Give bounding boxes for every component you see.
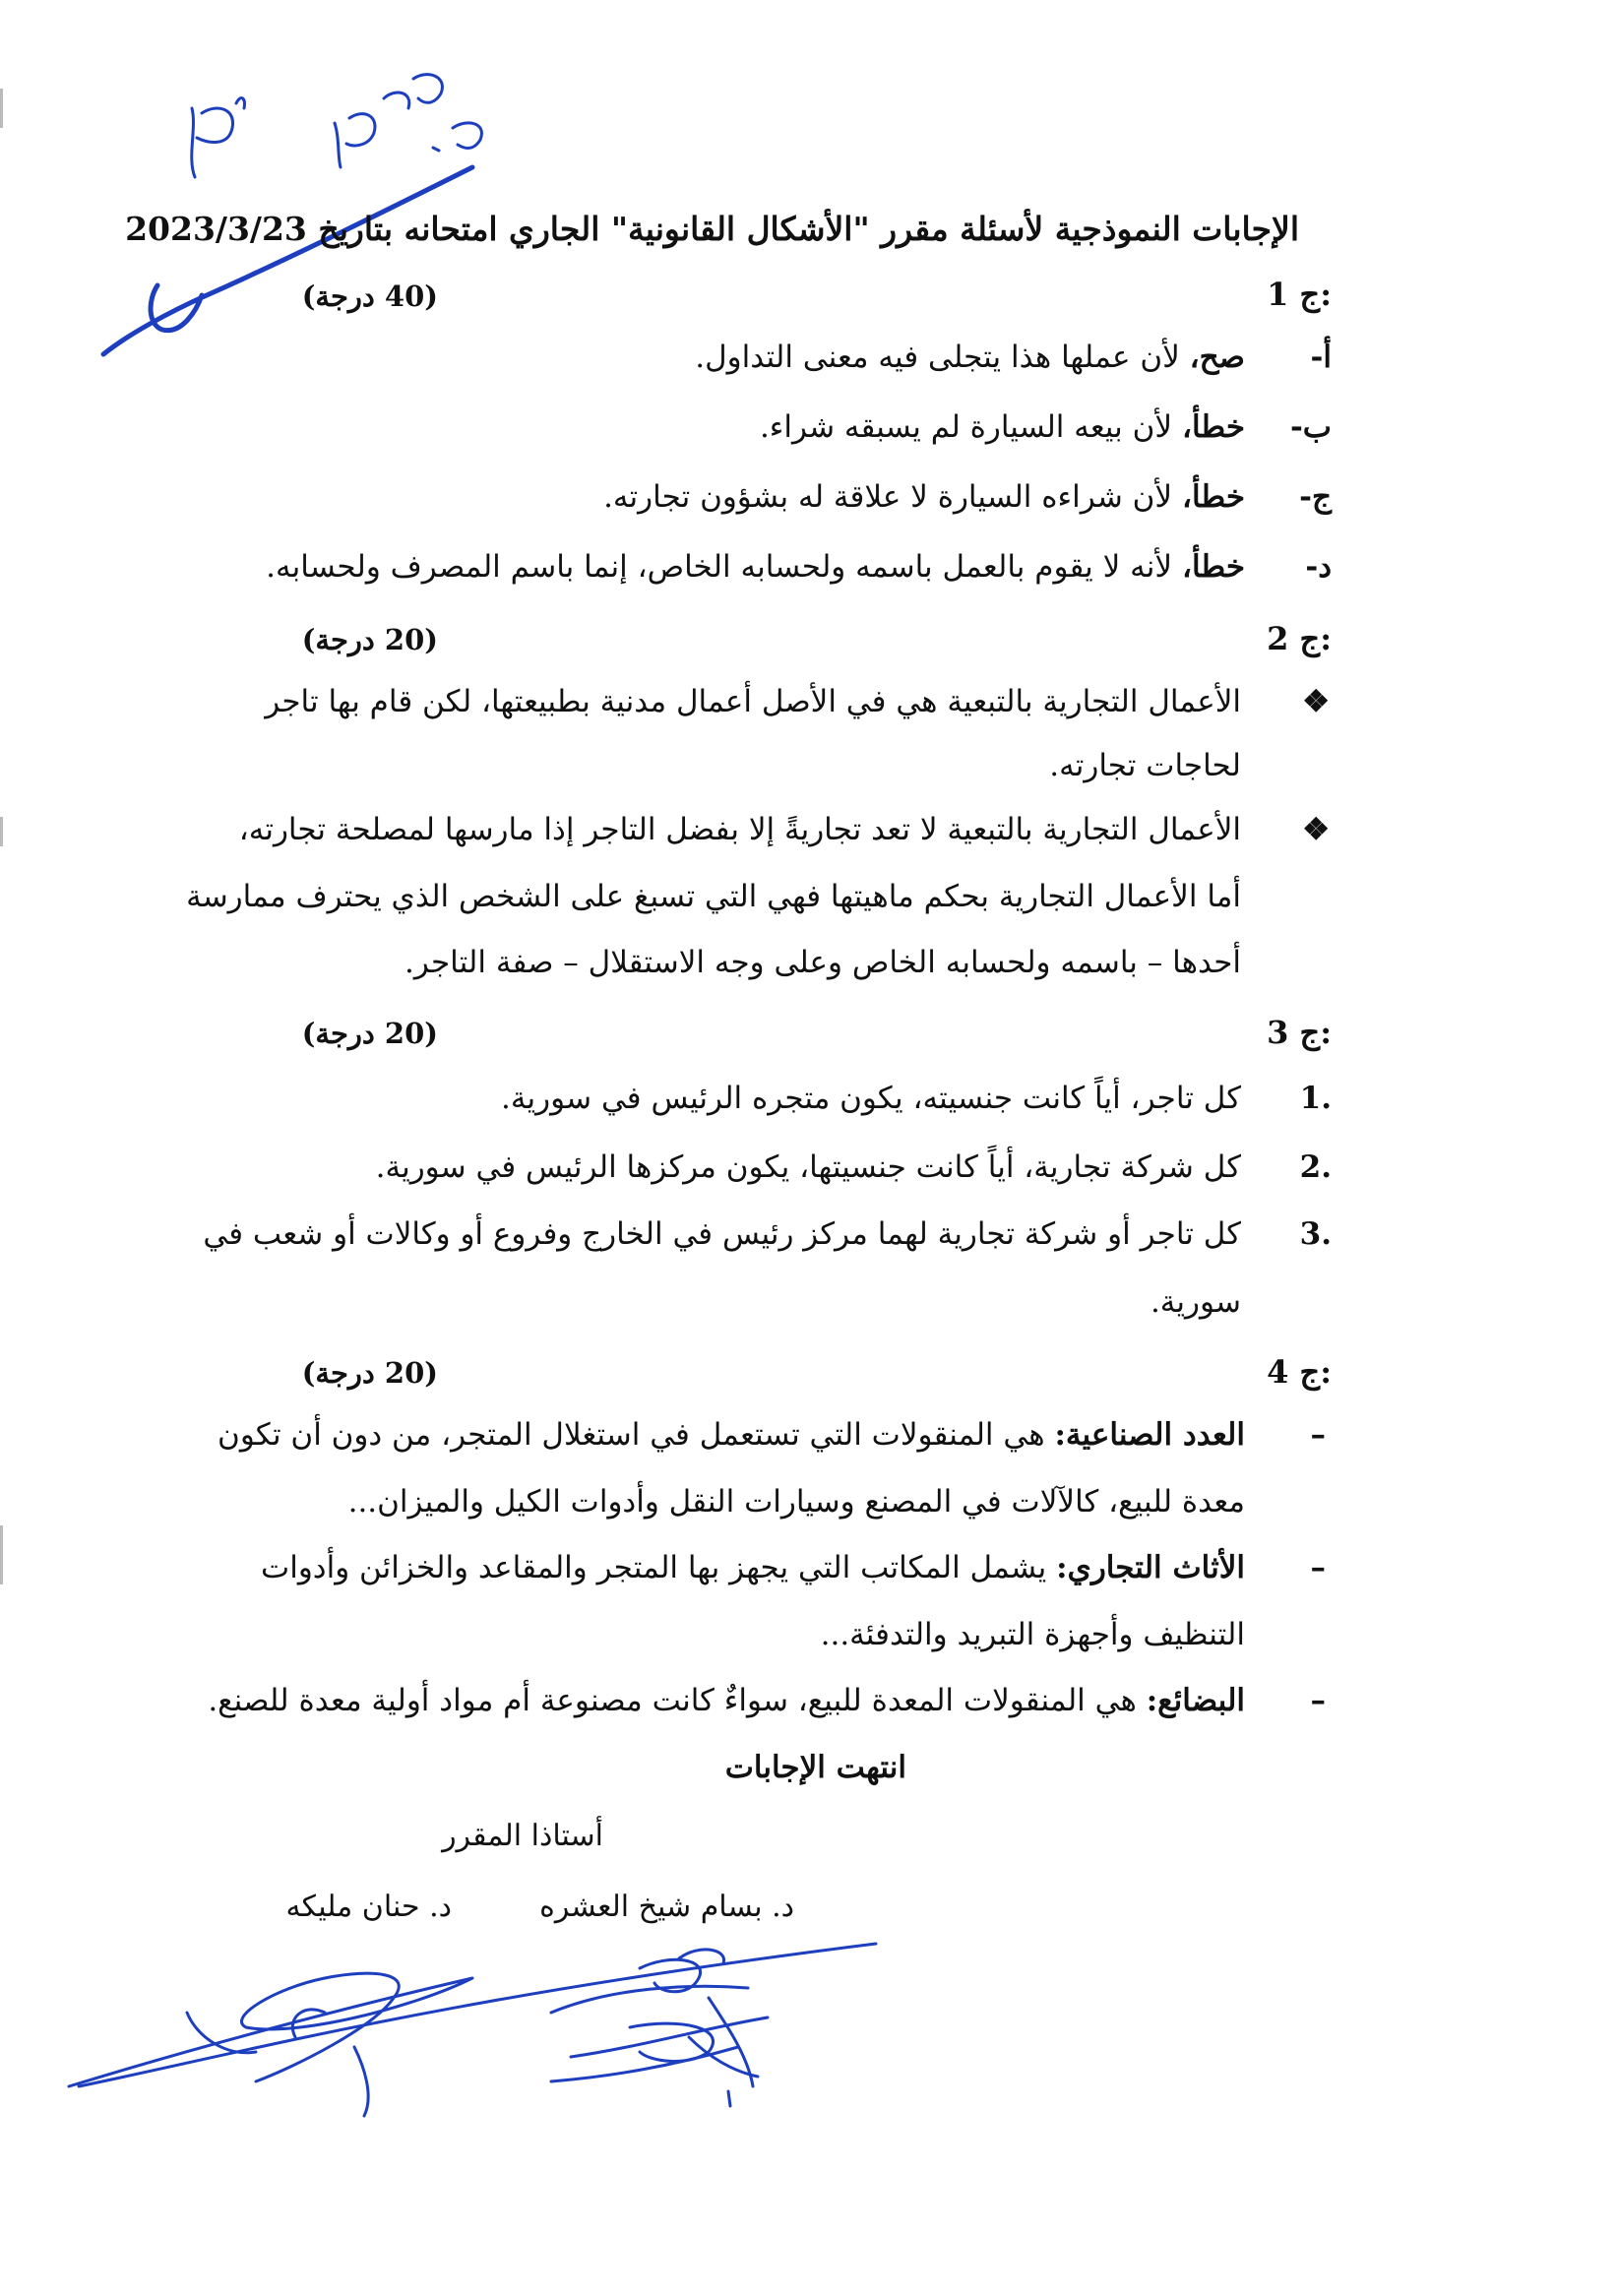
q2-paragraph-1-line-1: الأعمال التجارية بالتبعية هي في الأصل أعمال مدنية بطبيعتها، لكن قام بها تاجر bbox=[265, 684, 1241, 719]
q1-item-text: لأنه لا يقوم بالعمل باسمه ولحسابه الخاص، إنما باسم المصرف ولحسابه. bbox=[266, 549, 1173, 585]
handwritten-date-scribble bbox=[335, 75, 481, 167]
q4-item-1-continuation: معدة للبيع، كالآلات في المصنع وسيارات النقل وأدوات الكيل والميزان... bbox=[347, 1484, 1245, 1520]
q4-item-term: الأثاث التجاري: bbox=[1056, 1550, 1245, 1585]
instructor-2-name: د. حنان مليكه bbox=[285, 1890, 452, 1924]
q1-item-c bbox=[603, 479, 1245, 515]
instructors-title: أستاذا المقرر bbox=[442, 1819, 603, 1853]
q4-dash-icon: – bbox=[1310, 1683, 1326, 1718]
q1-item-d bbox=[266, 549, 1245, 585]
question-1-points: (40 درجة) bbox=[301, 279, 438, 313]
q1-item-b bbox=[760, 409, 1245, 445]
q2-bullet-icon: ❖ bbox=[1302, 812, 1330, 847]
q4-dash-icon: – bbox=[1310, 1550, 1326, 1585]
q1-item-marker: ج- bbox=[1299, 479, 1332, 515]
question-2-label: ج 2: bbox=[1267, 620, 1332, 657]
q4-item-text: هي المنقولات المعدة للبيع، سواءٌ كانت مصنوعة أم مواد أولية معدة للصنع. bbox=[208, 1683, 1137, 1718]
q1-item-marker: أ- bbox=[1310, 340, 1332, 375]
q3-item-marker: .2 bbox=[1299, 1149, 1332, 1185]
signature-hanan bbox=[69, 1944, 876, 2116]
q4-dash-icon: – bbox=[1310, 1417, 1326, 1453]
question-3-label: ج 3: bbox=[1267, 1014, 1332, 1051]
question-3-points: (20 درجة) bbox=[301, 1017, 438, 1050]
q1-item-verdict: خطأ، bbox=[1181, 549, 1245, 585]
q4-item-term: العدد الصناعية: bbox=[1054, 1417, 1245, 1453]
diagonal-approval-stroke bbox=[103, 167, 472, 354]
q4-item-3 bbox=[208, 1683, 1245, 1718]
q2-paragraph-2-line-1: الأعمال التجارية بالتبعية لا تعد تجاريةً إلا بفضل التاجر إذا مارسها لمصلحة تجارته، bbox=[238, 812, 1241, 847]
q3-item-1: كل تاجر، أياً كانت جنسيته، يكون متجره الرئيس في سورية. bbox=[501, 1081, 1241, 1116]
q4-item-1 bbox=[218, 1417, 1245, 1453]
q1-item-marker: د- bbox=[1305, 549, 1332, 585]
q4-item-term: البضائع: bbox=[1146, 1683, 1245, 1718]
q3-item-marker: .1 bbox=[1299, 1081, 1332, 1116]
q2-paragraph-2-line-3: أحدها – باسمه ولحسابه الخاص وعلى وجه الاستقلال – صفة التاجر. bbox=[404, 945, 1241, 980]
question-4-points: (20 درجة) bbox=[301, 1356, 438, 1390]
q4-item-text: يشمل المكاتب التي يجهز بها المتجر والمقاعد والخزائن وأدوات bbox=[261, 1550, 1047, 1585]
q1-item-verdict: خطأ، bbox=[1181, 409, 1245, 445]
question-4-label: ج 4: bbox=[1267, 1353, 1332, 1391]
signature-bassam bbox=[551, 1959, 768, 2086]
q2-bullet-icon: ❖ bbox=[1302, 684, 1330, 719]
question-2-points: (20 درجة) bbox=[301, 623, 438, 656]
instructor-1-name: د. بسام شيخ العشره bbox=[539, 1890, 794, 1924]
q4-item-2 bbox=[261, 1550, 1245, 1585]
q1-item-verdict: خطأ، bbox=[1181, 479, 1245, 515]
question-1-label: ج 1: bbox=[1267, 276, 1332, 313]
page-title: الإجابات النموذجية لأسئلة مقرر "الأشكال القانونية" الجاري امتحانه بتاريخ 2023/3/23 bbox=[125, 210, 1299, 248]
q3-item-marker: .3 bbox=[1299, 1216, 1332, 1252]
q3-item-3: كل تاجر أو شركة تجارية لهما مركز رئيس في الخارج وفروع أو وكالات أو شعب في bbox=[203, 1216, 1241, 1252]
q4-item-text: هي المنقولات التي تستعمل في استغلال المتجر، من دون أن تكون bbox=[218, 1417, 1045, 1453]
q1-item-text: لأن شراءه السيارة لا علاقة له بشؤون تجارته. bbox=[603, 479, 1173, 515]
q4-item-2-continuation: التنظيف وأجهزة التبريد والتدفئة... bbox=[820, 1617, 1245, 1652]
q3-item-3-continuation: سورية. bbox=[1150, 1284, 1241, 1320]
handwritten-note-left bbox=[192, 98, 245, 177]
q1-item-a bbox=[695, 340, 1245, 375]
q1-item-verdict: صح، bbox=[1189, 340, 1245, 375]
q1-item-text: لأن بيعه السيارة لم يسبقه شراء. bbox=[759, 409, 1173, 445]
end-of-answers: انتهت الإجابات bbox=[724, 1750, 906, 1785]
q2-paragraph-1-line-2: لحاجات تجارته. bbox=[1049, 748, 1241, 783]
q2-paragraph-2-line-2: أما الأعمال التجارية بحكم ماهيتها فهي التي تسبغ على الشخص الذي يحترف ممارسة bbox=[186, 879, 1241, 914]
q3-item-2: كل شركة تجارية، أياً كانت جنسيتها، يكون مركزها الرئيس في سورية. bbox=[375, 1149, 1241, 1185]
q1-item-marker: ب- bbox=[1289, 409, 1332, 445]
q1-item-text: لأن عملها هذا يتجلى فيه معنى التداول. bbox=[695, 340, 1180, 375]
